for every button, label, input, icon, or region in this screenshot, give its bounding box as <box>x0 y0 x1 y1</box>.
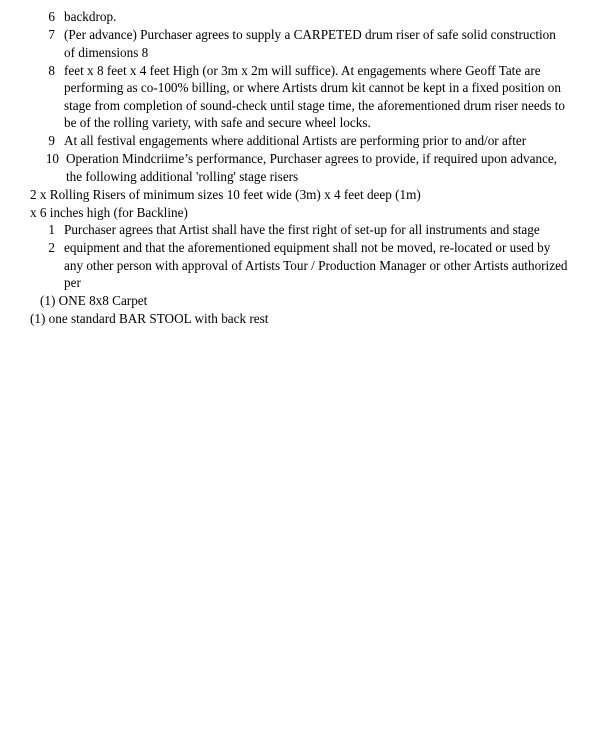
list-item-text: Operation Mindcriime’s performance, Purchaser agrees to provide, if required upon advance, the following additional 'rolling' stage risers <box>66 151 558 184</box>
list-item <box>30 150 570 185</box>
numbered-list-first <box>30 8 570 185</box>
list-item-text: equipment and that the aforementioned equipment shall not be moved, re-located or used by any other person with approval of Artists Tour / Production Manager or other Artists authorized per <box>64 240 568 291</box>
document-body <box>0 0 600 327</box>
list-item <box>30 239 570 292</box>
list-item-text: backdrop. <box>64 9 117 24</box>
list-item <box>30 132 570 150</box>
list-item-number: 8 <box>48 62 55 78</box>
list-item-text: Purchaser agrees that Artist shall have the first right of set-up for all instruments and stage <box>64 222 540 238</box>
closing-line-bar-stool: (1) one standard BAR STOOL with back rest <box>30 310 269 326</box>
list-item-text: (Per advance) Purchaser agrees to supply a CARPETED drum riser of safe solid construction of dimensions 8 <box>64 27 556 60</box>
list-item-number: 7 <box>48 27 55 43</box>
list-item-text: At all festival engagements where additional Artists are performing prior to and/or after <box>64 133 527 149</box>
list-item-number: 9 <box>48 133 55 149</box>
list-item <box>30 62 570 132</box>
list-item-text: feet x 8 feet x 4 feet High (or 3m x 2m will suffice). At engagements where Geoff Tate are performing as co-100% billing, or where Artists drum kit cannot be kept in a fixed position on stage from completion of sound-check until stage time, the aforementioned drum riser needs to be of the rolling variety, with safe and secure wheel locks. <box>64 62 565 131</box>
list-item <box>30 8 570 26</box>
list-item <box>30 26 570 61</box>
riser-spec-line-1: 2 x Rolling Risers of minimum sizes 10 feet wide (3m) x 4 feet deep (1m) <box>30 186 421 202</box>
closing-lines <box>30 292 570 327</box>
closing-line-carpet: (1) ONE 8x8 Carpet <box>40 293 148 309</box>
list-item-number: 10 <box>45 151 59 167</box>
riser-specification-paragraph <box>30 186 570 221</box>
riser-spec-line-2: x 6 inches high (for Backline) <box>30 204 188 220</box>
list-item-number: 2 <box>48 240 55 256</box>
list-item-number: 6 <box>48 9 55 24</box>
numbered-list-second <box>30 221 570 292</box>
list-item <box>30 221 570 239</box>
list-item-number: 1 <box>48 222 55 238</box>
